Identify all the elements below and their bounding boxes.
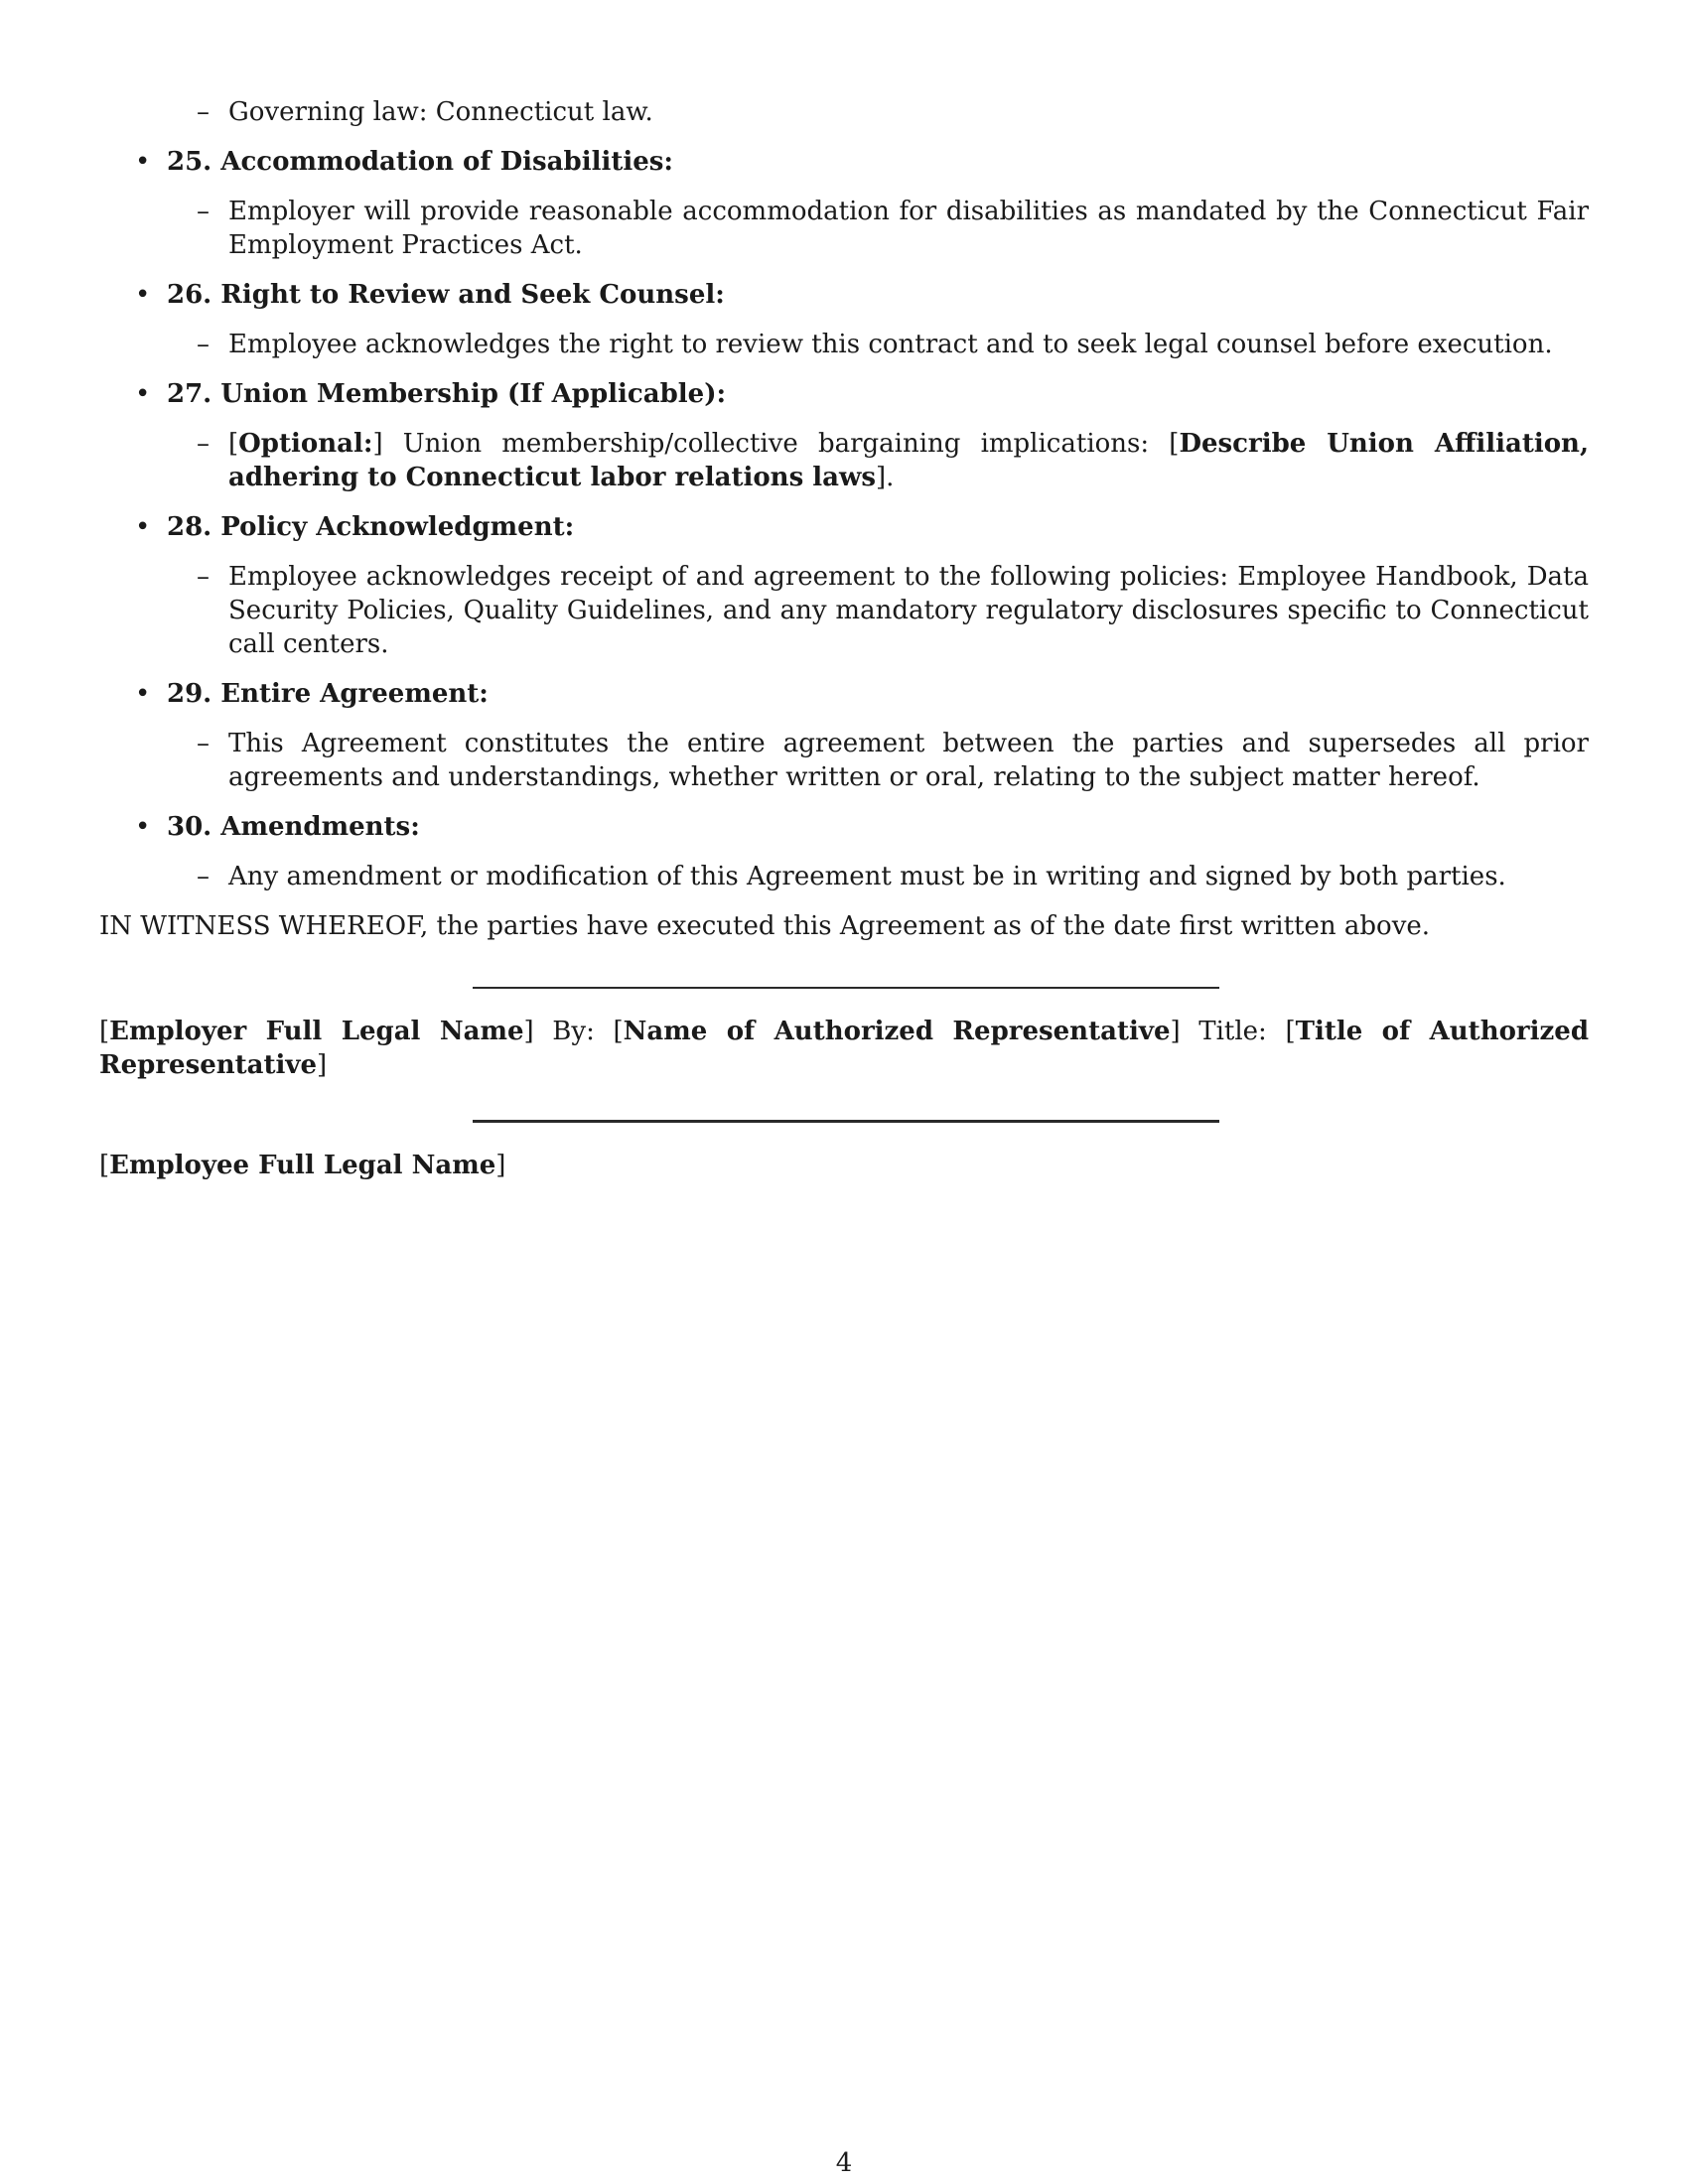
continuation-text: Governing law: Connecticut law. [228,97,653,127]
section-heading-text: 26. Right to Review and Seek Counsel: [167,280,725,310]
section-heading-text: 25. Accommodation of Disabilities: [167,147,673,177]
close-bracket: ] [495,1151,506,1180]
union-placeholder: Describe Union Affiliation, adhering to Connecticut labor relations laws [228,429,1590,492]
page-number: 4 [835,2148,853,2178]
section-29-subitem [99,727,1589,794]
dash-marker: – [197,197,210,226]
open-bracket: [ [228,429,239,459]
section-heading-text: 30. Amendments: [167,812,420,842]
employer-signature-line [473,987,1219,989]
section-heading-text: 29. Entire Agreement: [167,679,489,709]
section-27-heading [99,377,1589,411]
close-bracket: ]. [876,463,895,492]
continuation-subitem [99,95,1589,129]
dash-marker: – [197,97,210,127]
dash-marker: – [197,330,210,359]
document-page [99,95,1589,1182]
bullet-marker: • [135,379,151,409]
section-text: Employee acknowledges receipt of and agreement to the following policies: Employee Handbook, Data Security Policies, Quality Guidelines, and any mandatory regulatory disclosures specific to Connecticut call centers. [228,562,1589,659]
open-bracket: [ [1285,1017,1296,1046]
employee-name-placeholder: Employee Full Legal Name [109,1151,496,1180]
open-bracket: [ [1169,429,1180,459]
section-text: Any amendment or modification of this Agreement must be in writing and signed by both parties. [228,862,1506,891]
section-text [228,429,1589,492]
section-29-heading [99,677,1589,711]
section-30-subitem [99,860,1589,893]
close-bracket: ] [372,429,383,459]
employee-signature-block [99,1149,1589,1182]
section-30-heading [99,810,1589,844]
bullet-marker: • [135,280,151,310]
by-label: ] By: [523,1017,614,1046]
bullet-marker: • [135,812,151,842]
witness-clause: IN WITNESS WHEREOF, the parties have executed this Agreement as of the date first written above. [99,911,1431,941]
representative-name-placeholder: Name of Authorized Representative [623,1017,1171,1046]
title-label: ] Title: [1170,1017,1286,1046]
section-25-heading [99,145,1589,179]
open-bracket: [ [99,1151,110,1180]
section-26-subitem [99,328,1589,361]
section-26-heading [99,278,1589,312]
bullet-marker: • [135,512,151,542]
section-text: Employee acknowledges the right to review this contract and to seek legal counsel before execution. [228,330,1553,359]
dash-marker: – [197,562,210,592]
section-27-subitem [99,427,1589,494]
bullet-marker: • [135,679,151,709]
section-25-subitem [99,195,1589,262]
employer-name-placeholder: Employer Full Legal Name [109,1017,524,1046]
employer-signature-block [99,1015,1589,1082]
bullet-marker: • [135,147,151,177]
union-text: Union membership/collective bargaining implications: [382,429,1170,459]
close-bracket: ] [317,1050,328,1080]
optional-label: Optional: [238,429,373,459]
section-heading-text: 28. Policy Acknowledgment: [167,512,575,542]
section-heading-text: 27. Union Membership (If Applicable): [167,379,727,409]
open-bracket: [ [99,1017,110,1046]
section-28-heading [99,510,1589,544]
section-text: Employer will provide reasonable accommodation for disabilities as mandated by the Connecticut Fair Employment Practices Act. [228,197,1589,260]
open-bracket: [ [613,1017,624,1046]
representative-title-placeholder: Title of Authorized Representative [99,1017,1589,1080]
dash-marker: – [197,729,210,758]
dash-marker: – [197,429,210,459]
section-28-subitem [99,560,1589,661]
dash-marker: – [197,862,210,891]
section-text: This Agreement constitutes the entire agreement between the parties and supersedes all prior agreements and understandings, whether written or oral, relating to the subject matter hereof. [228,729,1589,792]
employee-signature-line [473,1120,1219,1123]
